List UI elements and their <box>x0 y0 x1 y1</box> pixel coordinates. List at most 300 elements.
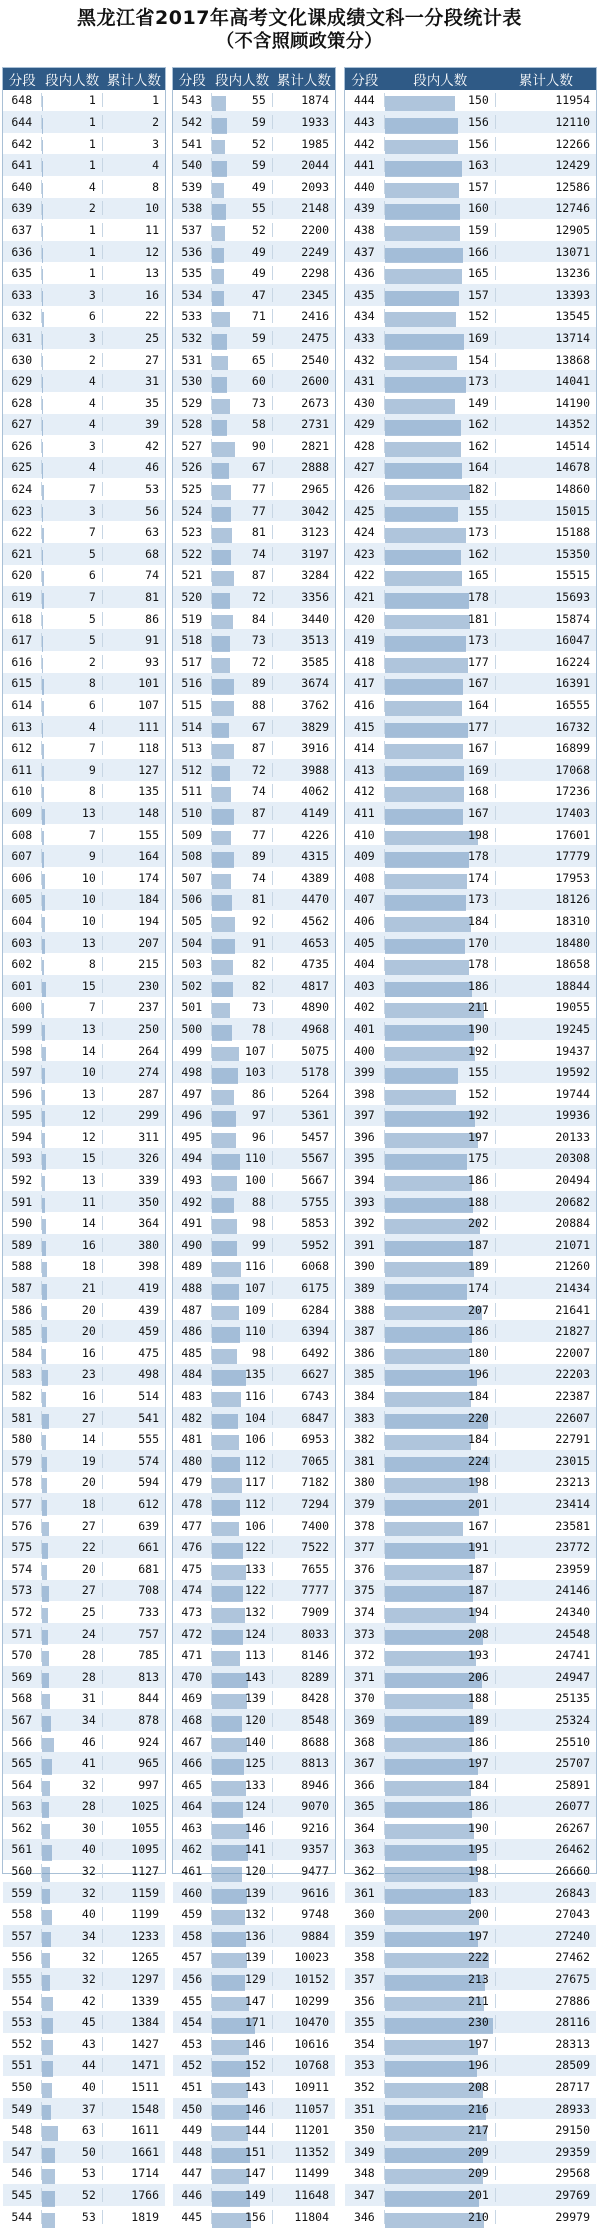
score-cell: 457 <box>173 1950 212 1964</box>
cumulative-cell: 2093 <box>301 179 329 194</box>
count-bar <box>42 1090 45 1106</box>
table-row <box>345 1364 596 1386</box>
table-row <box>3 1968 165 1990</box>
count-cell: 201 <box>385 1497 496 1511</box>
score-cell: 642 <box>3 137 42 151</box>
count-bar <box>385 1370 477 1386</box>
score-cell: 431 <box>345 374 385 388</box>
count-bar <box>42 269 43 285</box>
score-cell: 388 <box>345 1303 385 1317</box>
score-cell: 421 <box>345 590 385 604</box>
count-cell: 194 <box>385 1605 496 1619</box>
count-cell: 211 <box>385 1994 496 2008</box>
cumulative-cell: 11057 <box>294 2101 329 2116</box>
score-cell: 360 <box>345 1907 385 1921</box>
table-row <box>3 1040 165 1062</box>
cumulative-cell: 23772 <box>555 1540 590 1555</box>
count-bar <box>385 140 458 156</box>
score-cell: 605 <box>3 892 42 906</box>
score-cell: 459 <box>173 1907 212 1921</box>
count-bar <box>42 507 43 523</box>
table-row <box>345 2163 596 2185</box>
count-bar <box>212 1932 246 1948</box>
score-cell: 382 <box>345 1432 385 1446</box>
count-bar <box>42 1500 47 1516</box>
count-bar <box>212 593 230 609</box>
score-cell: 423 <box>345 547 385 561</box>
cumulative-cell: 10470 <box>294 2015 329 2030</box>
count-cell: 34 <box>42 1929 103 1943</box>
score-cell: 635 <box>3 266 42 280</box>
count-bar <box>212 248 224 264</box>
score-cell: 498 <box>173 1065 212 1079</box>
table-row <box>345 867 596 889</box>
score-cell: 564 <box>3 1778 42 1792</box>
cumulative-cell: 17068 <box>555 762 590 777</box>
cumulative-cell: 18658 <box>555 957 590 972</box>
table-row <box>345 1320 596 1342</box>
score-cell: 537 <box>173 223 212 237</box>
score-cell: 403 <box>345 979 385 993</box>
count-bar <box>42 161 43 177</box>
count-cell: 184 <box>385 1389 496 1403</box>
table-row <box>173 975 335 997</box>
count-cell: 125 <box>212 1756 273 1770</box>
count-bar <box>212 507 231 523</box>
count-bar <box>212 658 230 674</box>
table-row <box>173 1385 335 1407</box>
table-row <box>3 2206 165 2228</box>
count-bar <box>385 1198 473 1214</box>
count-bar <box>385 1543 475 1559</box>
table-row <box>173 1169 335 1191</box>
cumulative-cell: 2148 <box>301 201 329 216</box>
table-row <box>345 1018 596 1040</box>
count-bar <box>42 1349 46 1365</box>
table-row <box>173 1191 335 1213</box>
table-row <box>173 435 335 457</box>
cumulative-cell: 25707 <box>555 1756 590 1771</box>
count-bar <box>42 2105 51 2121</box>
cumulative-cell: 14514 <box>555 438 590 453</box>
cumulative-cell: 733 <box>138 1604 159 1619</box>
count-cell: 193 <box>385 1648 496 1662</box>
cumulative-cell: 8813 <box>301 1756 329 1771</box>
score-cell: 502 <box>173 979 212 993</box>
score-cell: 530 <box>173 374 212 388</box>
cumulative-cell: 8688 <box>301 1734 329 1749</box>
table-row <box>3 349 165 371</box>
count-cell: 52 <box>42 2188 103 2202</box>
count-cell: 8 <box>42 957 103 971</box>
count-cell: 59 <box>212 331 273 345</box>
cumulative-cell: 8146 <box>301 1648 329 1663</box>
cumulative-cell: 81 <box>145 590 159 605</box>
table-row <box>345 1990 596 2012</box>
cumulative-cell: 2540 <box>301 352 329 367</box>
cumulative-cell: 27240 <box>555 1928 590 1943</box>
score-cell: 409 <box>345 849 385 863</box>
table-row <box>345 651 596 673</box>
count-bar <box>385 1154 467 1170</box>
score-cell: 506 <box>173 892 212 906</box>
cumulative-cell: 12905 <box>555 222 590 237</box>
table-row <box>173 1990 335 2012</box>
count-cell: 28 <box>42 1799 103 1813</box>
cumulative-cell: 12586 <box>555 179 590 194</box>
score-cell: 561 <box>3 1842 42 1856</box>
count-cell: 198 <box>385 1475 496 1489</box>
score-cell: 581 <box>3 1411 42 1425</box>
score-cell: 401 <box>345 1022 385 1036</box>
table-row <box>345 370 596 392</box>
cumulative-cell: 18480 <box>555 935 590 950</box>
count-bar <box>212 1824 249 1840</box>
score-cell: 511 <box>173 784 212 798</box>
table-row <box>173 1839 335 1861</box>
page-subtitle: （不含照顾政策分） <box>216 31 383 52</box>
count-bar <box>212 420 227 436</box>
table-row <box>3 262 165 284</box>
count-bar <box>385 1478 478 1494</box>
cumulative-cell: 3988 <box>301 762 329 777</box>
count-bar <box>385 852 469 868</box>
cumulative-cell: 9357 <box>301 1842 329 1857</box>
table-row <box>3 111 165 133</box>
count-cell: 4 <box>42 374 103 388</box>
count-cell: 206 <box>385 1670 496 1684</box>
cumulative-cell: 5264 <box>301 1086 329 1101</box>
cumulative-cell: 6953 <box>301 1432 329 1447</box>
score-cell: 430 <box>345 396 385 410</box>
table-row <box>173 154 335 176</box>
count-bar <box>385 485 470 501</box>
cumulative-cell: 813 <box>138 1669 159 1684</box>
score-cell: 614 <box>3 698 42 712</box>
table-row <box>345 219 596 241</box>
score-cell: 379 <box>345 1497 385 1511</box>
score-cell: 545 <box>3 2188 42 2202</box>
count-bar <box>212 1781 246 1797</box>
score-cell: 500 <box>173 1022 212 1036</box>
table-row <box>345 1407 596 1429</box>
score-cell: 451 <box>173 2080 212 2094</box>
count-cell: 13 <box>42 1022 103 1036</box>
table-row <box>173 910 335 932</box>
cumulative-cell: 997 <box>138 1777 159 1792</box>
table-body <box>345 90 596 2228</box>
count-bar <box>212 442 235 458</box>
table-row <box>3 1342 165 1364</box>
score-cell: 418 <box>345 655 385 669</box>
table-row <box>173 90 335 112</box>
count-cell: 40 <box>42 2080 103 2094</box>
score-cell: 398 <box>345 1087 385 1101</box>
count-cell: 143 <box>212 2080 273 2094</box>
count-bar <box>385 1090 456 1106</box>
score-cell: 433 <box>345 331 385 345</box>
score-cell: 591 <box>3 1195 42 1209</box>
count-cell: 154 <box>385 353 496 367</box>
cumulative-cell: 1199 <box>131 1907 159 1922</box>
table-row <box>345 1623 596 1645</box>
count-bar <box>212 1370 246 1386</box>
count-bar <box>385 1651 476 1667</box>
count-cell: 4 <box>42 396 103 410</box>
count-bar <box>42 895 45 911</box>
score-cell: 350 <box>345 2123 385 2137</box>
score-cell: 559 <box>3 1886 42 1900</box>
score-cell: 456 <box>173 1972 212 1986</box>
cumulative-cell: 681 <box>138 1561 159 1576</box>
count-cell: 21 <box>42 1281 103 1295</box>
table-row <box>345 1126 596 1148</box>
cumulative-cell: 4562 <box>301 913 329 928</box>
count-cell: 20 <box>42 1324 103 1338</box>
count-cell: 10 <box>42 1065 103 1079</box>
table-row <box>3 694 165 716</box>
table-row <box>3 781 165 803</box>
count-cell: 32 <box>42 1864 103 1878</box>
cumulative-cell: 4315 <box>301 849 329 864</box>
table-row <box>345 1839 596 1861</box>
count-cell: 96 <box>212 1130 273 1144</box>
score-cell: 533 <box>173 309 212 323</box>
count-bar <box>212 2169 249 2185</box>
table-row <box>3 1947 165 1969</box>
count-bar <box>212 161 227 177</box>
table-row <box>345 1774 596 1796</box>
count-bar <box>42 1716 51 1732</box>
count-cell: 12 <box>42 1130 103 1144</box>
count-cell: 173 <box>385 374 496 388</box>
cumulative-cell: 2888 <box>301 460 329 475</box>
count-cell: 28 <box>42 1648 103 1662</box>
count-bar <box>385 1219 480 1235</box>
cumulative-cell: 311 <box>138 1129 159 1144</box>
table-row <box>3 1731 165 1753</box>
cumulative-cell: 7294 <box>301 1496 329 1511</box>
count-bar <box>385 507 458 523</box>
score-cell: 416 <box>345 698 385 712</box>
cumulative-cell: 498 <box>138 1367 159 1382</box>
count-bar <box>385 1910 479 1926</box>
score-cell: 486 <box>173 1324 212 1338</box>
count-bar <box>385 701 462 717</box>
table-row <box>345 1493 596 1515</box>
score-cell: 476 <box>173 1540 212 1554</box>
score-cell: 397 <box>345 1108 385 1122</box>
cumulative-cell: 91 <box>145 633 159 648</box>
count-cell: 159 <box>385 223 496 237</box>
count-bar <box>42 1543 48 1559</box>
score-cell: 631 <box>3 331 42 345</box>
cumulative-cell: 18310 <box>555 913 590 928</box>
count-bar <box>385 248 463 264</box>
score-cell: 562 <box>3 1821 42 1835</box>
cumulative-cell: 10768 <box>294 2058 329 2073</box>
table-row <box>3 1493 165 1515</box>
table-row <box>3 608 165 630</box>
count-bar <box>385 550 461 566</box>
count-bar <box>212 615 233 631</box>
count-cell: 87 <box>212 568 273 582</box>
cumulative-cell: 29150 <box>555 2123 590 2138</box>
cumulative-cell: 237 <box>138 1000 159 1015</box>
cumulative-cell: 194 <box>138 913 159 928</box>
score-cell: 627 <box>3 417 42 431</box>
cumulative-cell: 23959 <box>555 1561 590 1576</box>
table-row <box>3 2141 165 2163</box>
count-cell: 50 <box>42 2145 103 2159</box>
count-cell: 210 <box>385 2210 496 2224</box>
count-cell: 81 <box>212 525 273 539</box>
table-row <box>173 932 335 954</box>
cumulative-cell: 207 <box>138 935 159 950</box>
table-row <box>345 1040 596 1062</box>
count-cell: 197 <box>385 1756 496 1770</box>
table-row <box>3 2076 165 2098</box>
table-row <box>173 543 335 565</box>
count-bar <box>212 1284 239 1300</box>
score-cell: 567 <box>3 1713 42 1727</box>
score-cell: 445 <box>173 2210 212 2224</box>
score-cell: 518 <box>173 633 212 647</box>
score-cell: 412 <box>345 784 385 798</box>
table-row <box>345 90 596 112</box>
table-row <box>345 1148 596 1170</box>
count-cell: 34 <box>42 1713 103 1727</box>
table-row <box>3 1385 165 1407</box>
table-row <box>345 1644 596 1666</box>
cumulative-cell: 19437 <box>555 1043 590 1058</box>
count-bar <box>42 1694 50 1710</box>
count-bar <box>385 118 458 134</box>
score-cell: 551 <box>3 2058 42 2072</box>
count-cell: 10 <box>42 914 103 928</box>
count-bar <box>385 442 461 458</box>
table-row <box>345 1536 596 1558</box>
count-bar <box>212 744 234 760</box>
score-cell: 402 <box>345 1000 385 1014</box>
table-row <box>173 1947 335 1969</box>
count-cell: 14 <box>42 1044 103 1058</box>
cumulative-cell: 13 <box>145 266 159 281</box>
count-cell: 196 <box>385 2058 496 2072</box>
count-bar <box>385 723 468 739</box>
table-row <box>173 1126 335 1148</box>
cumulative-cell: 1511 <box>131 2080 159 2095</box>
table-row <box>3 1817 165 1839</box>
cumulative-cell: 12266 <box>555 136 590 151</box>
table-row <box>173 1428 335 1450</box>
score-cell: 371 <box>345 1670 385 1684</box>
count-bar <box>42 1262 47 1278</box>
count-cell: 156 <box>385 115 496 129</box>
score-cell: 569 <box>3 1670 42 1684</box>
cumulative-cell: 1 <box>152 93 159 108</box>
cumulative-cell: 19744 <box>555 1086 590 1101</box>
cumulative-cell: 11499 <box>294 2166 329 2181</box>
count-cell: 5 <box>42 547 103 561</box>
score-cell: 458 <box>173 1929 212 1943</box>
cumulative-cell: 4890 <box>301 1000 329 1015</box>
score-cell: 601 <box>3 979 42 993</box>
table-row <box>3 1256 165 1278</box>
count-cell: 13 <box>42 936 103 950</box>
table-row <box>3 154 165 176</box>
score-cell: 368 <box>345 1735 385 1749</box>
count-bar <box>385 1694 473 1710</box>
count-bar <box>42 420 43 436</box>
count-bar <box>385 2061 477 2077</box>
score-cell: 596 <box>3 1087 42 1101</box>
cumulative-cell: 2 <box>152 114 159 129</box>
cumulative-cell: 5361 <box>301 1108 329 1123</box>
cumulative-cell: 29979 <box>555 2209 590 2224</box>
cumulative-cell: 2416 <box>301 309 329 324</box>
score-cell: 355 <box>345 2015 385 2029</box>
cumulative-cell: 24146 <box>555 1583 590 1598</box>
count-cell: 220 <box>385 1411 496 1425</box>
table-row <box>345 975 596 997</box>
count-bar <box>212 1759 244 1775</box>
count-cell: 181 <box>385 612 496 626</box>
count-cell: 18 <box>42 1259 103 1273</box>
header-cumulative: 累计人数 <box>518 72 573 89</box>
count-cell: 52 <box>212 223 273 237</box>
cumulative-cell: 8946 <box>301 1777 329 1792</box>
score-cell: 464 <box>173 1799 212 1813</box>
cumulative-cell: 3762 <box>301 698 329 713</box>
cumulative-cell: 27 <box>145 352 159 367</box>
score-cell: 609 <box>3 806 42 820</box>
table-row <box>173 1666 335 1688</box>
cumulative-cell: 26077 <box>555 1799 590 1814</box>
score-cell: 554 <box>3 1994 42 2008</box>
count-bar <box>212 809 234 825</box>
score-cell: 618 <box>3 612 42 626</box>
table-row <box>173 349 335 371</box>
table-row <box>173 2163 335 2185</box>
count-bar <box>212 1910 245 1926</box>
score-cell: 475 <box>173 1562 212 1576</box>
table-row <box>173 2055 335 2077</box>
score-cell: 615 <box>3 676 42 690</box>
count-cell: 146 <box>212 1821 273 1835</box>
count-cell: 116 <box>212 1389 273 1403</box>
score-cell: 463 <box>173 1821 212 1835</box>
count-bar <box>212 1522 239 1538</box>
count-cell: 19 <box>42 1454 103 1468</box>
table-row <box>345 932 596 954</box>
count-bar <box>385 356 457 372</box>
count-cell: 165 <box>385 266 496 280</box>
cumulative-cell: 1819 <box>131 2209 159 2224</box>
count-cell: 59 <box>212 115 273 129</box>
table-row <box>173 1234 335 1256</box>
score-cell: 488 <box>173 1281 212 1295</box>
count-bar <box>385 334 464 350</box>
table-row <box>345 500 596 522</box>
header-score: 分段 <box>178 72 206 89</box>
score-cell: 517 <box>173 655 212 669</box>
score-cell: 386 <box>345 1346 385 1360</box>
score-cell: 566 <box>3 1735 42 1749</box>
table-row <box>173 1450 335 1472</box>
count-cell: 11 <box>42 1195 103 1209</box>
table-row <box>173 802 335 824</box>
